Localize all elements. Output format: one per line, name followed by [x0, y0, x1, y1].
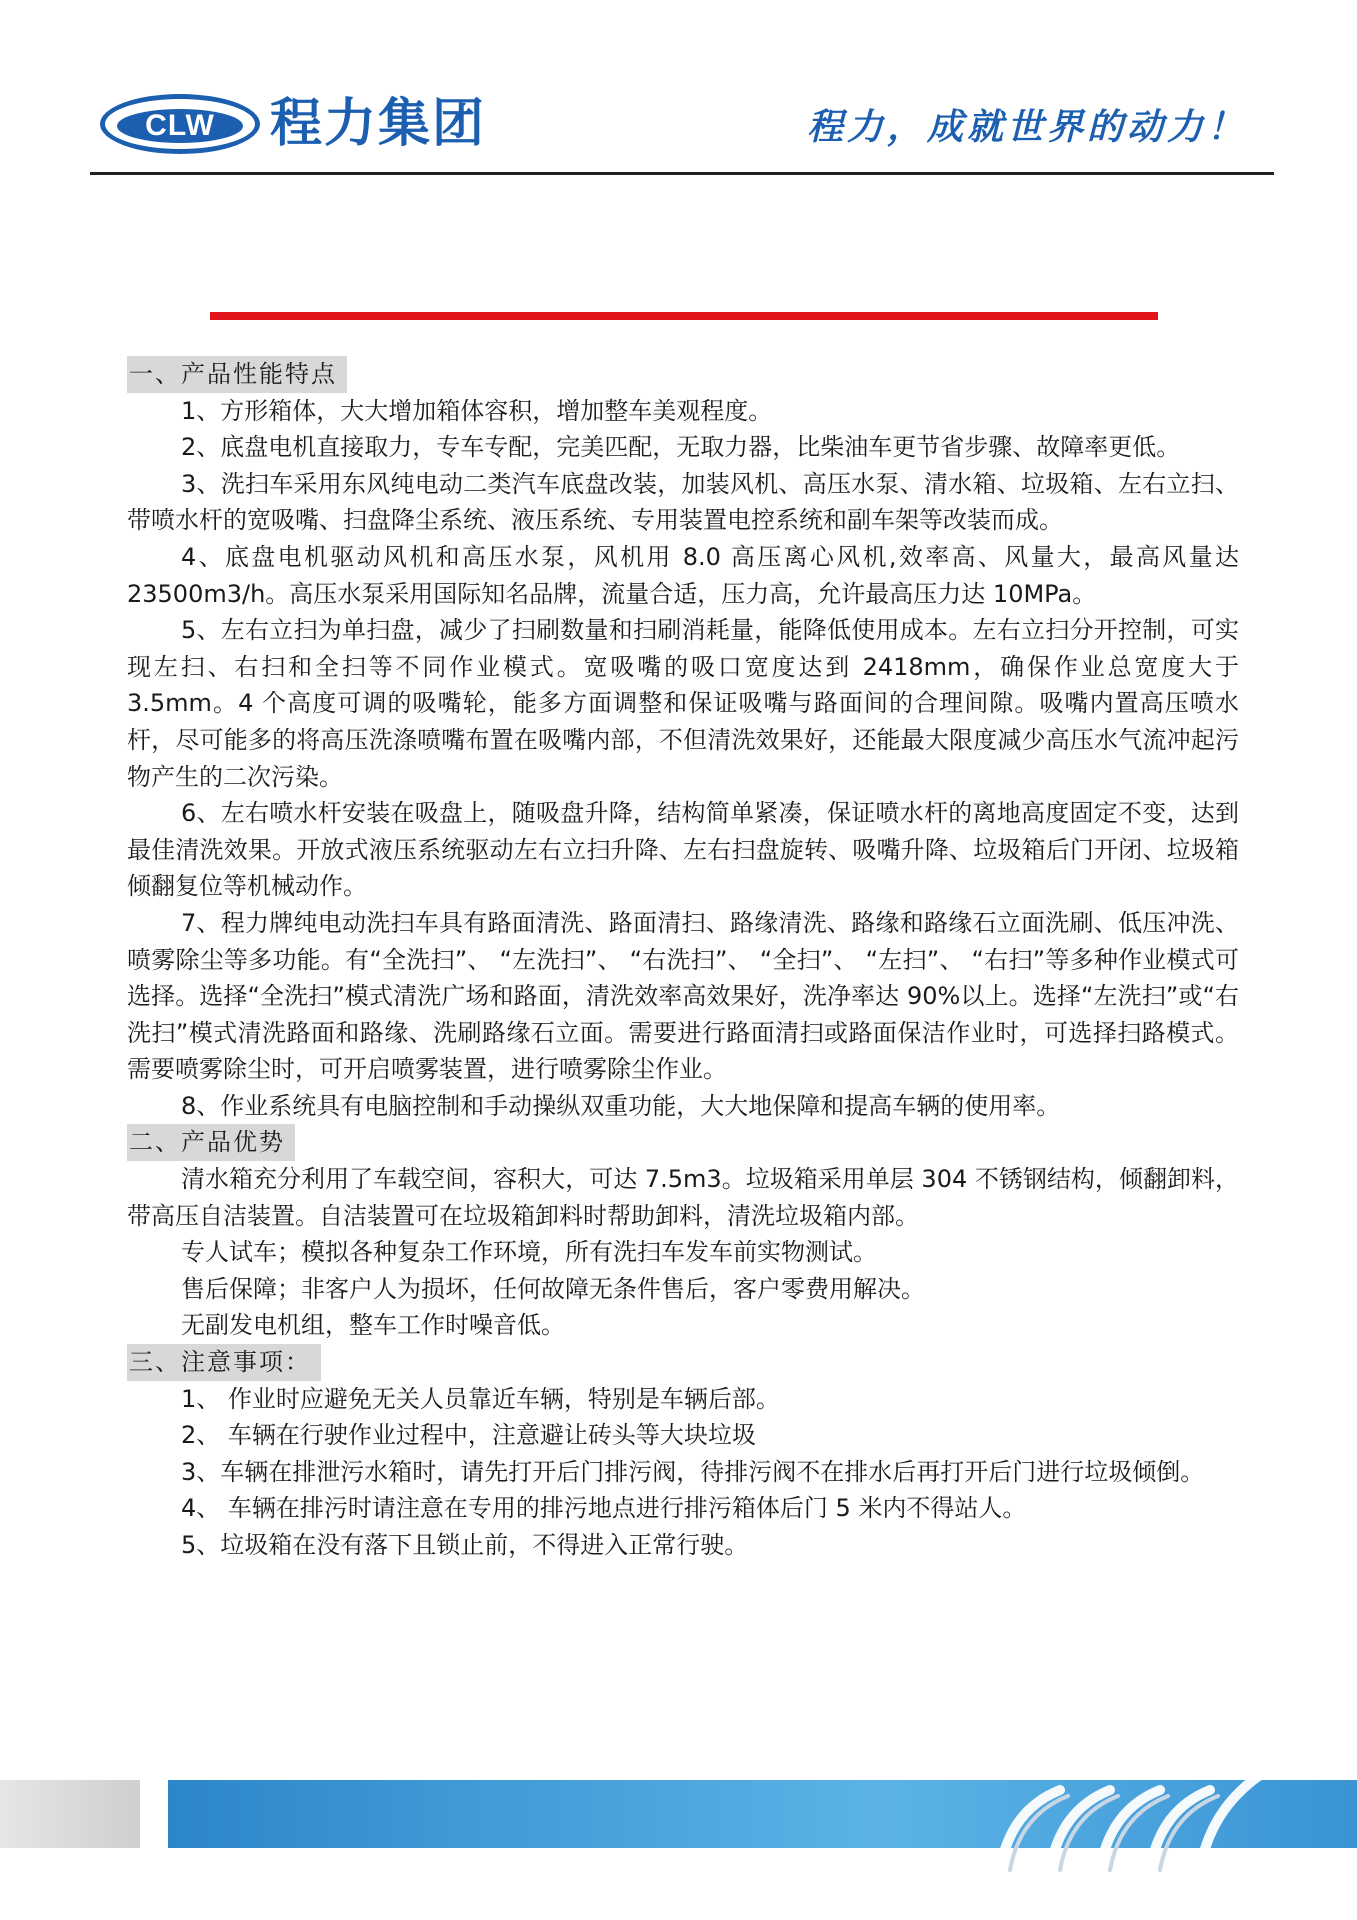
page-header — [0, 0, 1357, 180]
logo-oval-icon — [100, 94, 260, 154]
paragraph: 3、洗扫车采用东风纯电动二类汽车底盘改装，加装风机、高压水泵、清水箱、垃圾箱、左右立扫、带喷水杆的宽吸嘴、扫盘降尘系统、液压系统、专用装置电控系统和副车架等改装而成。 — [127, 469, 1239, 535]
title-red-rule — [210, 312, 1158, 320]
slogan: 程力，成就世界的动力！ — [806, 106, 1247, 148]
paragraph: 1、 作业时应避免无关人员靠近车辆，特别是车辆后部。 — [181, 1384, 780, 1413]
section-heading: 三、注意事项： — [127, 1344, 1239, 1381]
paragraph: 5、垃圾箱在没有落下且锁止前，不得进入正常行驶。 — [181, 1531, 749, 1559]
footer-gray-bar — [0, 1780, 140, 1848]
page-footer — [0, 1770, 1357, 1920]
document-body — [127, 356, 1239, 1564]
paragraph: 售后保障；非客户人为损坏，任何故障无条件售后，客户零费用解决。 — [181, 1274, 925, 1303]
paragraph: 3、车辆在排泄污水箱时，请先打开后门排污阀，待排污阀不在排水后再打开后门进行垃圾倾倒。 — [181, 1457, 1205, 1486]
paragraph: 4、 车辆在排污时请注意在专用的排污地点进行排污箱体后门 5 米内不得站人。 — [181, 1494, 1027, 1523]
logo-name: 程力集团 — [270, 94, 487, 154]
paragraph: 5、左右立扫为单扫盘，减少了扫刷数量和扫刷消耗量，能降低使用成本。左右立扫分开控制，可实现左扫、右扫和全扫等不同作业模式。宽吸嘴的吸口宽度达到 2418mm，确保作业总宽度大于 3.5mm。4 个高度可调的吸嘴轮，能多方面调整和保证吸嘴与路面间的合理间隙。吸嘴内置高压喷水杆，尽可能多的将高压洗涤喷嘴布置在吸嘴内部，不但清洗效果好，还能最大限度减少高压水气流冲起污物产生的二次污染。 — [127, 616, 1239, 791]
company-logo — [100, 92, 540, 162]
paragraph: 2、 车辆在行驶作业过程中，注意避让砖头等大块垃圾 — [181, 1421, 756, 1450]
paragraph: 清水箱充分利用了车载空间，容积大，可达 7.5m3。垃圾箱采用单层 304 不锈钢结构，倾翻卸料，带高压自洁装置。自洁装置可在垃圾箱卸料时帮助卸料，清洗垃圾箱内部。 — [127, 1165, 1239, 1230]
paragraph: 专人试车；模拟各种复杂工作环境，所有洗扫车发车前实物测试。 — [181, 1238, 877, 1267]
logo-abbr: CLW — [145, 109, 215, 142]
paragraph: 无副发电机组，整车工作时噪音低。 — [181, 1311, 565, 1340]
paragraph: 6、左右喷水杆安装在吸盘上，随吸盘升降，结构简单紧凑，保证喷水杆的离地高度固定不变，达到最佳清洗效果。开放式液压系统驱动左右立扫升降、左右扫盘旋转、吸嘴升降、垃圾箱后门开闭、垃圾箱倾翻复位等机械动作。 — [127, 799, 1239, 901]
section-heading: 二、产品优势 — [127, 1124, 1239, 1161]
footer-swoosh-decoration-icon — [980, 1770, 1280, 1880]
paragraph: 7、程力牌纯电动洗扫车具有路面清洗、路面清扫、路缘清洗、路缘和路缘石立面洗刷、低压冲洗、喷雾除尘等多功能。有“全洗扫”、 “左洗扫”、 “右洗扫”、 “全扫”、 “左扫”、 “右扫”等多种作业模式可选择。选择“全洗扫”模式清洗广场和路面，清洗效率高效果好，洗净率达 90%以上。选择“左洗扫”或“右洗扫”模式清洗路面和路缘、洗刷路缘石立面。需要进行路面清扫或路面保洁作业时，可选择扫路模式。需要喷雾除尘时，可开启喷雾装置，进行喷雾除尘作业。 — [127, 908, 1239, 1084]
paragraph: 2、底盘电机直接取力，专车专配，完美匹配，无取力器，比柴油车更节省步骤、故障率更低。 — [181, 433, 1181, 462]
section-heading: 一、产品性能特点 — [127, 356, 1239, 393]
paragraph: 8、作业系统具有电脑控制和手动操纵双重功能，大大地保障和提高车辆的使用率。 — [181, 1091, 1061, 1120]
header-divider — [90, 172, 1274, 175]
paragraph: 1、方形箱体，大大增加箱体容积，增加整车美观程度。 — [181, 396, 773, 425]
paragraph: 4、底盘电机驱动风机和高压水泵，风机用 8.0 高压离心风机,效率高、风量大，最高风量达 23500m3/h。高压水泵采用国际知名品牌，流量合适，压力高，允许最高压力达 10MPa。 — [127, 542, 1239, 608]
